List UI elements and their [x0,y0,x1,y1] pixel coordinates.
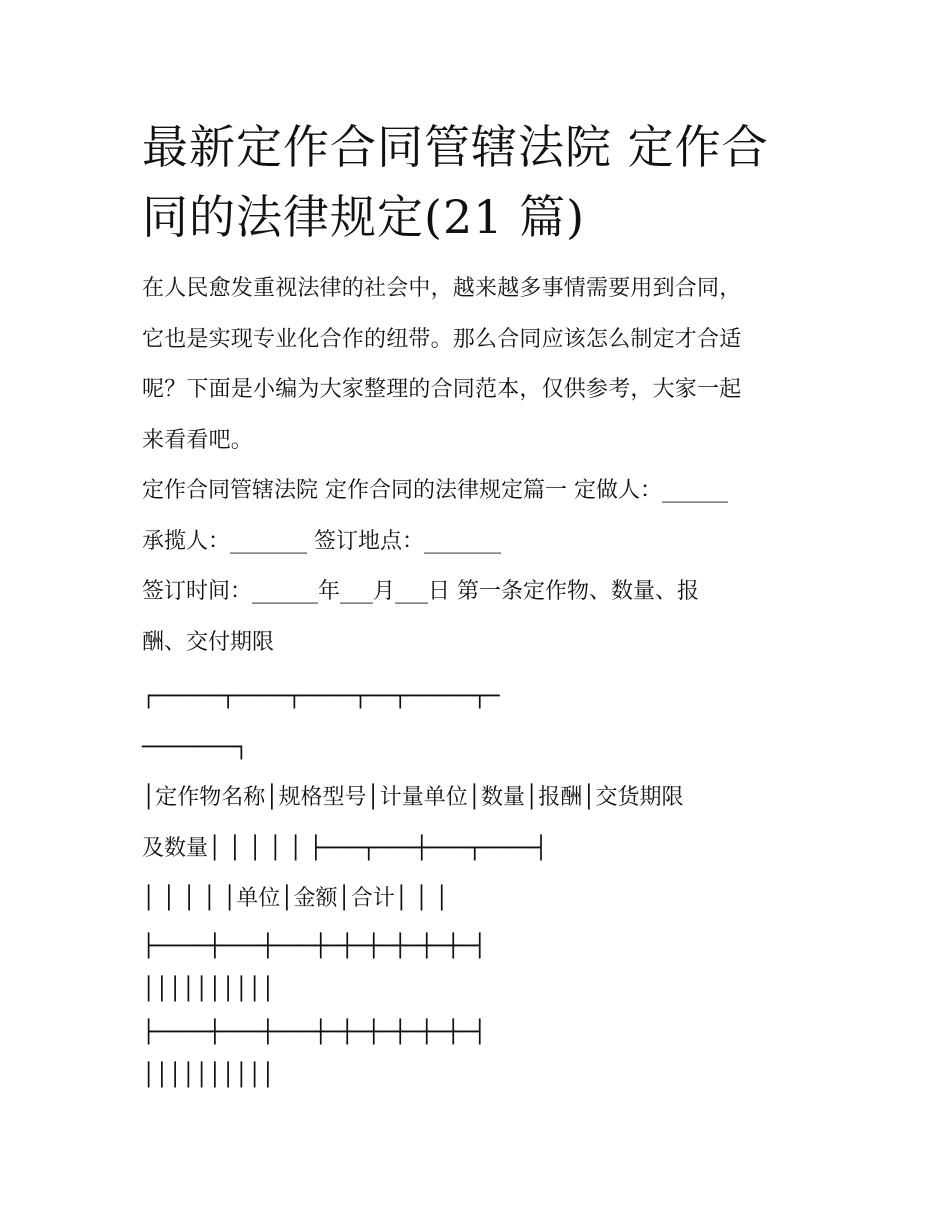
document-page [142,112,832,1097]
contract-line: 定作合同管辖法院 定作合同的法律规定篇一 定做人：______ [142,478,728,503]
table-header-line: 及数量│ │ │ │ │ ├───┬───┼───┬────┤ [142,835,548,861]
table-border-line: ┌─────┬────┬────┬──┬─────┬─ [142,684,500,709]
table-border-line: ───────┐ [142,734,248,760]
table-row-line: ││││││││││ [142,1062,275,1088]
contract-line: 承揽人：_______ 签订地点：_______ [142,528,501,554]
contract-line: 签订时间：______年___月___日 第一条定作物、数量、报 [142,579,699,604]
table-border-line: ├────┼───┼───┼─┼─┼─┼─┼─┼─┤ [142,1019,487,1045]
contract-line: 酬、交付期限 [142,629,275,655]
title-line-2: 同的法律规定(21 篇) [142,190,586,244]
title-line-1: 最新定作合同管辖法院 定作合 [142,120,769,174]
table-row-line: ││││││││││ [142,976,275,1002]
intro-line: 在人民愈发重视法律的社会中，越来越多事情需要用到合同， [142,276,742,301]
text-table [142,672,832,1097]
intro-paragraph [142,264,832,466]
intro-line: 呢？下面是小编为大家整理的合同范本，仅供参考，大家一起 [142,377,742,402]
table-header-line: │定作物名称│规格型号│计量单位│数量│报酬│交货期限 [142,785,684,810]
table-border-line: ├────┼───┼───┼─┼─┼─┼─┼─┼─┤ [142,933,487,959]
document-title [142,112,832,252]
intro-line: 它也是实现专业化合作的纽带。那么合同应该怎么制定才合适 [142,326,742,352]
contract-header [142,466,832,668]
table-subheader-line: │ │ │ │ │单位│金额│合计│ │ │ [142,886,449,911]
intro-line: 来看看吧。 [142,427,254,453]
